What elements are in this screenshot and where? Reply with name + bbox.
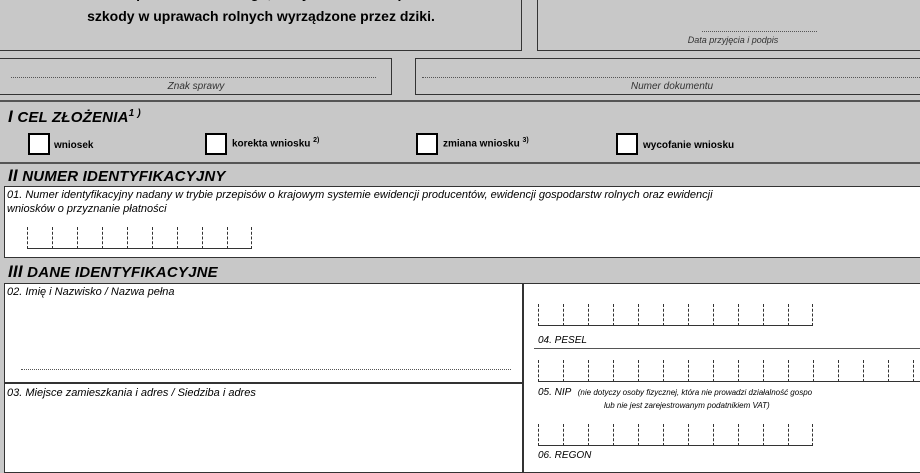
document-number-box: [415, 58, 920, 95]
field-05-note: lub nie jest zarejestrowanym podatnikiem VAT): [604, 401, 770, 410]
field-03-box[interactable]: [4, 383, 523, 473]
case-number-caption: Znak sprawy: [167, 81, 225, 92]
form-title-line1: [0, 0, 523, 1]
date-signature-caption: Data przyjęcia i podpis: [687, 35, 779, 45]
section-3-title: III DANE IDENTYFIKACYJNE: [8, 262, 218, 281]
checkbox-wniosek-label: wniosek: [54, 140, 94, 151]
field-01-label-line2: wniosków o przyznanie płatności: [7, 203, 167, 215]
field-04-label: 04. PESEL: [538, 335, 587, 346]
section-2-title: II NUMER IDENTYFIKACYJNY: [8, 166, 226, 185]
pesel-input[interactable]: [538, 304, 813, 326]
field-02-box[interactable]: [4, 283, 523, 383]
field-01-label-line1: 01. Numer identyfikacyjny nadany w trybie przepisów o krajowym systemie ewidencji producentów, ewidencji gospodarstw rolnych oraz ewidencji: [7, 189, 713, 201]
checkbox-zmiana-label: zmiana wniosku $^{3)}$: [443, 137, 529, 150]
section-1-title: I CEL $ZŁOŻENIA^{1 )}$: [8, 107, 141, 126]
field-02-label: 02. Imię i Nazwisko / Nazwa pełna: [7, 286, 175, 298]
case-number-box: [0, 58, 392, 95]
date-signature-box: [537, 0, 920, 51]
checkbox-wycofanie-label: wycofanie wniosku: [643, 140, 735, 151]
field-06-label: 06. REGON: [538, 450, 592, 461]
field-01-box: [4, 186, 920, 258]
checkbox-korekta-label: korekta wniosku $^{2)}$: [232, 137, 320, 150]
nip-input[interactable]: [538, 360, 920, 382]
form-title-box: [0, 0, 522, 51]
right-id-panel: [523, 283, 920, 473]
document-number-caption: Numer dokumentu: [630, 81, 714, 92]
field-05-label: 05. NIP (nie dotyczy osoby fizycznej, która nie prowadzi działalność gospo: [538, 387, 813, 398]
checkbox-zmiana[interactable]: [416, 133, 438, 155]
checkbox-wycofanie[interactable]: [616, 133, 638, 155]
form-title-line2: szkody w uprawach rolnych wyrządzone przez dziki.: [87, 8, 435, 24]
field-03-label: 03. Miejsce zamieszkania i adres / Siedziba i adres: [7, 387, 256, 399]
checkbox-korekta[interactable]: [205, 133, 227, 155]
checkbox-wniosek[interactable]: [28, 133, 50, 155]
regon-input[interactable]: [538, 424, 813, 446]
field-01-input[interactable]: [27, 227, 252, 249]
